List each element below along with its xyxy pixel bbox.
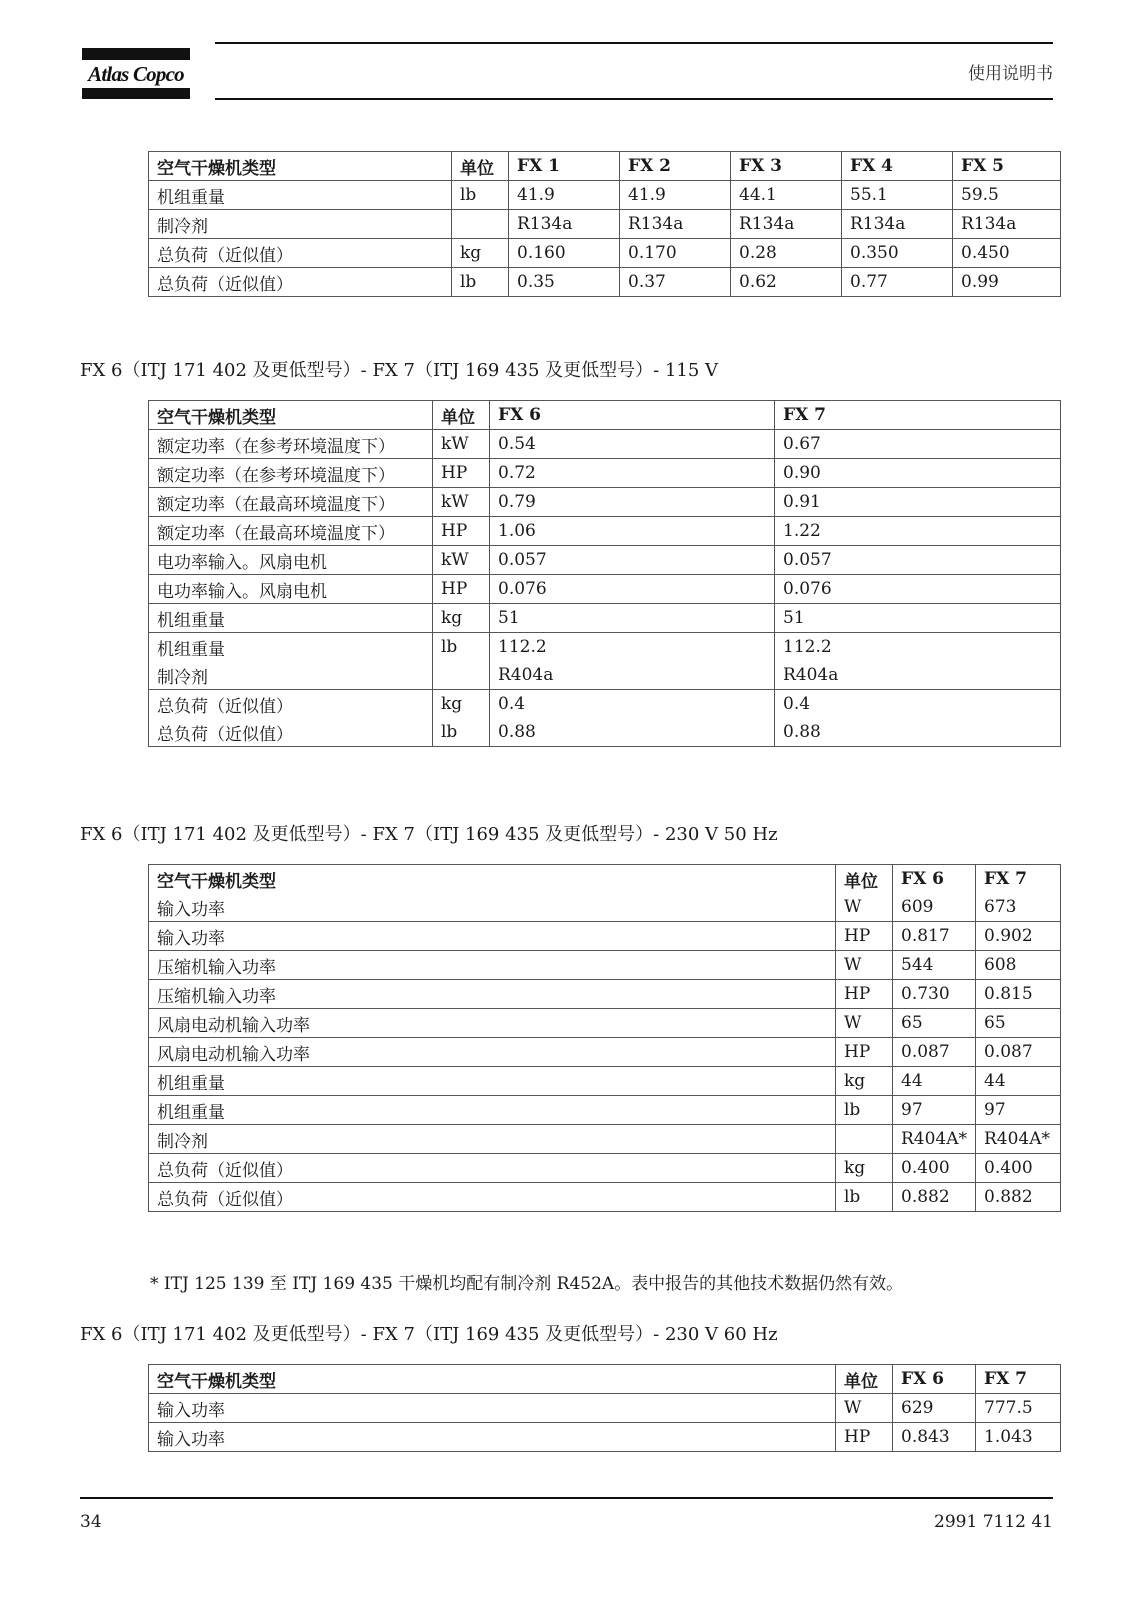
table-row: [149, 268, 1061, 297]
table-cell: kg: [836, 1154, 893, 1183]
table-cell: 0.076: [490, 575, 775, 604]
table-cell: 0.28: [731, 239, 842, 268]
table-cell: 673: [976, 893, 1061, 922]
table-cell: R404a: [775, 661, 1061, 690]
table-cell: 0.882: [976, 1183, 1061, 1212]
table-cell: R134a: [953, 210, 1061, 239]
table-cell: W: [836, 1009, 893, 1038]
table-cell: 0.843: [893, 1423, 976, 1452]
table-cell: 608: [976, 951, 1061, 980]
column-header: 单位: [452, 152, 509, 181]
spec-table-230v-60hz: [148, 1364, 1061, 1452]
table-row: [149, 1423, 1061, 1452]
table-cell: 额定功率（在最高环境温度下）: [149, 517, 433, 546]
table-row: [149, 546, 1061, 575]
table-cell: lb: [452, 268, 509, 297]
table-cell: [433, 661, 490, 690]
table-cell: 0.087: [893, 1038, 976, 1067]
table-cell: 制冷剂: [149, 1125, 836, 1154]
column-header: 空气干燥机类型: [149, 1365, 836, 1394]
header-rule-bottom: [215, 98, 1053, 100]
table-cell: 112.2: [775, 633, 1061, 662]
table-cell: 0.057: [490, 546, 775, 575]
table-cell: 额定功率（在参考环境温度下）: [149, 430, 433, 459]
table-row: [149, 1183, 1061, 1212]
table-cell: R134a: [620, 210, 731, 239]
table-cell: 输入功率: [149, 922, 836, 951]
table-cell: 输入功率: [149, 893, 836, 922]
table-row: [149, 1125, 1061, 1154]
table-cell: HP: [836, 1038, 893, 1067]
column-header: FX 1: [509, 152, 620, 181]
table-cell: lb: [836, 1183, 893, 1212]
document-number: 2991 7112 41: [934, 1512, 1053, 1532]
logo-wordmark: Atlas Copco: [88, 62, 184, 86]
column-header: 空气干燥机类型: [149, 865, 836, 894]
logo-bar-bottom: [82, 88, 190, 99]
table-cell: lb: [836, 1096, 893, 1125]
table-row: [149, 690, 1061, 719]
table-cell: 0.450: [953, 239, 1061, 268]
table-row: [149, 1038, 1061, 1067]
table-cell: W: [836, 951, 893, 980]
section-title-230v-60hz: FX 6（ITJ 171 402 及更低型号）- FX 7（ITJ 169 435 及更低型号）- 230 V 60 Hz: [80, 1324, 778, 1345]
table-cell: HP: [836, 980, 893, 1009]
column-header: 单位: [836, 1365, 893, 1394]
table-cell: 51: [775, 604, 1061, 633]
table-row: [149, 980, 1061, 1009]
table-cell: 0.37: [620, 268, 731, 297]
table-cell: 0.817: [893, 922, 976, 951]
table-cell: kg: [452, 239, 509, 268]
table-cell: 电功率输入。风扇电机: [149, 546, 433, 575]
column-header: FX 6: [490, 401, 775, 430]
table-cell: 1.06: [490, 517, 775, 546]
table-row: [149, 893, 1061, 922]
table-row: [149, 661, 1061, 690]
table-cell: R404A*: [893, 1125, 976, 1154]
column-header: 单位: [836, 865, 893, 894]
table-cell: 0.4: [490, 690, 775, 719]
header-rule-top: [215, 42, 1053, 44]
table-cell: W: [836, 893, 893, 922]
table-cell: 总负荷（近似值）: [149, 718, 433, 747]
spec-table-fx1-fx5: [148, 151, 1061, 297]
table-cell: R134a: [731, 210, 842, 239]
table-row: [149, 488, 1061, 517]
table-cell: 输入功率: [149, 1423, 836, 1452]
table-cell: 总负荷（近似值）: [149, 268, 452, 297]
column-header: FX 7: [976, 1365, 1061, 1394]
table-header-row: [149, 401, 1061, 430]
table-cell: 112.2: [490, 633, 775, 662]
column-header: FX 5: [953, 152, 1061, 181]
table-header-row: [149, 152, 1061, 181]
table-cell: 0.730: [893, 980, 976, 1009]
refrigerant-footnote: * ITJ 125 139 至 ITJ 169 435 干燥机均配有制冷剂 R452A。表中报告的其他技术数据仍然有效。: [150, 1274, 904, 1294]
logo-bar-top: [82, 48, 190, 60]
table-cell: 总负荷（近似值）: [149, 690, 433, 719]
table-cell: 0.88: [490, 718, 775, 747]
table-cell: 0.160: [509, 239, 620, 268]
table-cell: 0.400: [976, 1154, 1061, 1183]
table-cell: HP: [433, 575, 490, 604]
table-cell: 机组重量: [149, 1096, 836, 1125]
table-cell: 0.79: [490, 488, 775, 517]
table-cell: 0.902: [976, 922, 1061, 951]
table-cell: HP: [433, 517, 490, 546]
table-cell: 机组重量: [149, 181, 452, 210]
table-cell: 0.815: [976, 980, 1061, 1009]
table-cell: 41.9: [509, 181, 620, 210]
table-cell: 0.88: [775, 718, 1061, 747]
table-cell: 0.400: [893, 1154, 976, 1183]
table-cell: 总负荷（近似值）: [149, 1154, 836, 1183]
table-cell: 44.1: [731, 181, 842, 210]
table-row: [149, 633, 1061, 662]
table-row: [149, 239, 1061, 268]
table-row: [149, 1009, 1061, 1038]
table-cell: 0.99: [953, 268, 1061, 297]
table-row: [149, 922, 1061, 951]
table-cell: 制冷剂: [149, 661, 433, 690]
column-header: FX 3: [731, 152, 842, 181]
table-cell: 机组重量: [149, 604, 433, 633]
page-number: 34: [80, 1512, 102, 1532]
column-header: 空气干燥机类型: [149, 401, 433, 430]
table-cell: 0.170: [620, 239, 731, 268]
column-header: FX 7: [775, 401, 1061, 430]
table-cell: 0.350: [842, 239, 953, 268]
table-cell: lb: [452, 181, 509, 210]
table-cell: 44: [893, 1067, 976, 1096]
table-cell: 0.882: [893, 1183, 976, 1212]
table-cell: 609: [893, 893, 976, 922]
table-cell: 制冷剂: [149, 210, 452, 239]
table-cell: 97: [893, 1096, 976, 1125]
table-row: [149, 1394, 1061, 1423]
table-cell: 777.5: [976, 1394, 1061, 1423]
table-cell: 0.91: [775, 488, 1061, 517]
table-cell: R404a: [490, 661, 775, 690]
table-cell: kW: [433, 488, 490, 517]
table-header-row: [149, 865, 1061, 894]
table-row: [149, 459, 1061, 488]
column-header: 空气干燥机类型: [149, 152, 452, 181]
table-cell: 97: [976, 1096, 1061, 1125]
table-cell: R404A*: [976, 1125, 1061, 1154]
spec-table-115v: [148, 400, 1061, 747]
table-cell: 机组重量: [149, 1067, 836, 1096]
table-cell: 1.22: [775, 517, 1061, 546]
table-cell: R134a: [842, 210, 953, 239]
table-cell: 输入功率: [149, 1394, 836, 1423]
column-header: FX 6: [893, 865, 976, 894]
table-cell: 电功率输入。风扇电机: [149, 575, 433, 604]
table-cell: kW: [433, 430, 490, 459]
table-row: [149, 210, 1061, 239]
column-header: FX 7: [976, 865, 1061, 894]
table-cell: 总负荷（近似值）: [149, 1183, 836, 1212]
table-cell: 0.62: [731, 268, 842, 297]
table-cell: 0.77: [842, 268, 953, 297]
table-cell: 0.35: [509, 268, 620, 297]
table-cell: 41.9: [620, 181, 731, 210]
table-row: [149, 181, 1061, 210]
table-cell: HP: [433, 459, 490, 488]
table-cell: 629: [893, 1394, 976, 1423]
table-cell: 544: [893, 951, 976, 980]
table-row: [149, 604, 1061, 633]
table-cell: kW: [433, 546, 490, 575]
table-cell: 0.057: [775, 546, 1061, 575]
section-title-230v-50hz: FX 6（ITJ 171 402 及更低型号）- FX 7（ITJ 169 435 及更低型号）- 230 V 50 Hz: [80, 824, 778, 845]
table-cell: 59.5: [953, 181, 1061, 210]
table-cell: [452, 210, 509, 239]
table-cell: 风扇电动机输入功率: [149, 1038, 836, 1067]
table-cell: 额定功率（在参考环境温度下）: [149, 459, 433, 488]
table-cell: 0.087: [976, 1038, 1061, 1067]
table-cell: 额定功率（在最高环境温度下）: [149, 488, 433, 517]
table-cell: 压缩机输入功率: [149, 980, 836, 1009]
column-header: FX 4: [842, 152, 953, 181]
table-cell: 0.90: [775, 459, 1061, 488]
table-cell: lb: [433, 718, 490, 747]
table-cell: 0.67: [775, 430, 1061, 459]
table-cell: kg: [433, 690, 490, 719]
table-cell: 65: [976, 1009, 1061, 1038]
table-cell: 风扇电动机输入功率: [149, 1009, 836, 1038]
table-cell: 51: [490, 604, 775, 633]
table-cell: kg: [836, 1067, 893, 1096]
table-cell: 0.4: [775, 690, 1061, 719]
column-header: 单位: [433, 401, 490, 430]
footer-rule: [80, 1497, 1053, 1499]
table-cell: 55.1: [842, 181, 953, 210]
section-title-115v: FX 6（ITJ 171 402 及更低型号）- FX 7（ITJ 169 435 及更低型号）- 115 V: [80, 360, 719, 381]
table-cell: [836, 1125, 893, 1154]
table-cell: kg: [433, 604, 490, 633]
table-cell: 0.72: [490, 459, 775, 488]
column-header: FX 2: [620, 152, 731, 181]
table-row: [149, 1154, 1061, 1183]
table-cell: 压缩机输入功率: [149, 951, 836, 980]
table-row: [149, 1096, 1061, 1125]
table-cell: lb: [433, 633, 490, 662]
table-row: [149, 430, 1061, 459]
table-cell: HP: [836, 1423, 893, 1452]
table-cell: W: [836, 1394, 893, 1423]
table-row: [149, 517, 1061, 546]
table-row: [149, 575, 1061, 604]
table-row: [149, 1067, 1061, 1096]
column-header: FX 6: [893, 1365, 976, 1394]
table-cell: 0.54: [490, 430, 775, 459]
table-cell: HP: [836, 922, 893, 951]
table-cell: 机组重量: [149, 633, 433, 662]
atlas-copco-logo: [82, 48, 190, 100]
table-cell: 65: [893, 1009, 976, 1038]
table-cell: 总负荷（近似值）: [149, 239, 452, 268]
document-type-title: 使用说明书: [968, 64, 1053, 84]
table-cell: 1.043: [976, 1423, 1061, 1452]
table-cell: R134a: [509, 210, 620, 239]
table-cell: 0.076: [775, 575, 1061, 604]
table-row: [149, 718, 1061, 747]
table-header-row: [149, 1365, 1061, 1394]
spec-table-230v-50hz: [148, 864, 1061, 1212]
table-row: [149, 951, 1061, 980]
table-cell: 44: [976, 1067, 1061, 1096]
